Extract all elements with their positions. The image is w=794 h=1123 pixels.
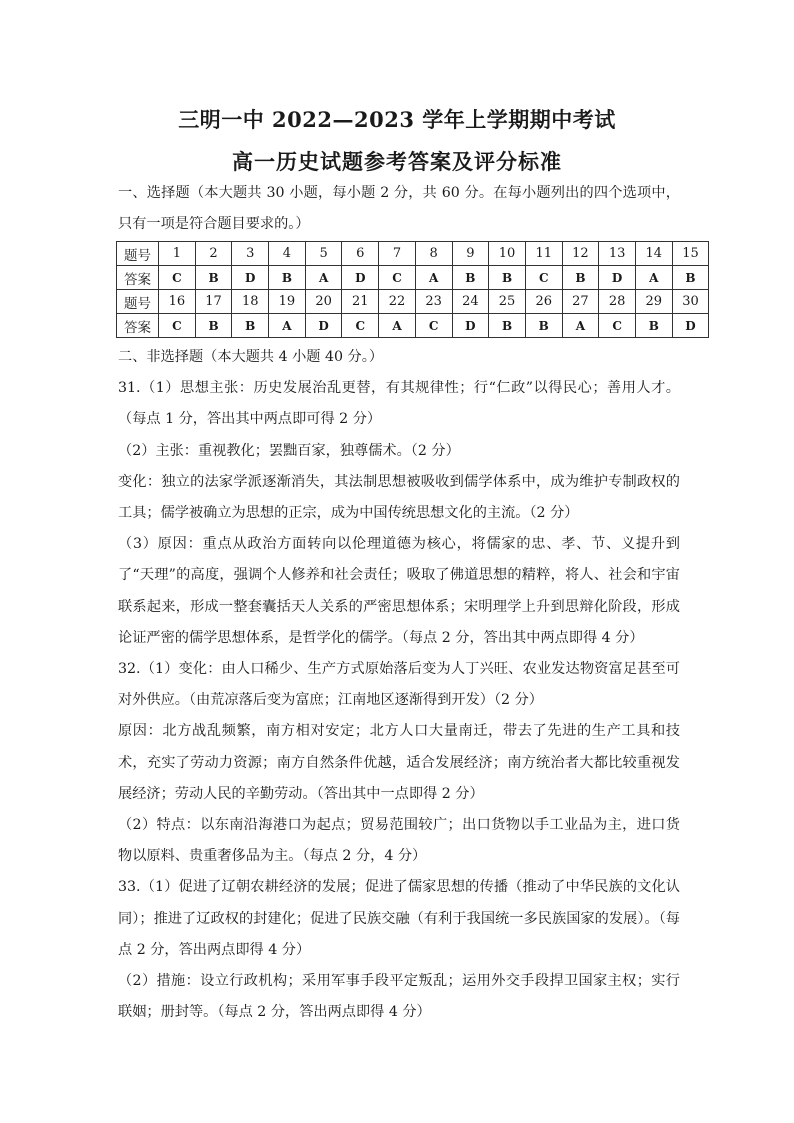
answer-paragraph: （2）主张：重视教化；罢黜百家，独尊儒术。（2 分） [118, 442, 460, 459]
question-number-cell: 24 [452, 290, 489, 314]
answer-cell: D [672, 314, 709, 338]
question-number-cell: 26 [525, 290, 562, 314]
question-number-cell: 16 [159, 290, 196, 314]
answer-paragraph: 变化：独立的法家学派逐渐消失，其法制思想被吸收到儒学体系中，成为维护专制政权的工具；儒学被确立为思想的正宗，成为中国传统思想文化的主流。（2 分） [118, 473, 680, 522]
question-number-cell: 22 [379, 290, 416, 314]
answer-cell: D [452, 314, 489, 338]
question-number-row-label: 题号 [117, 290, 159, 314]
answer-row-label: 答案 [117, 266, 159, 290]
answer-cell: C [525, 266, 562, 290]
answer-cell: D [599, 266, 636, 290]
section1-heading-text: 一、选择题（本大题共 30 小题，每小题 2 分，共 60 分。在每小题列出的四个选项中，只有一项是符合题目要求的。） [118, 185, 680, 233]
question-number-cell: 2 [195, 242, 232, 266]
answer-cell: C [379, 266, 416, 290]
answer-cell: D [232, 266, 269, 290]
answer-paragraph: 32.（1）变化：由人口稀少、生产方式原始落后变为人丁兴旺、农业发达物资富足甚至可对外供应。（由荒凉落后变为富庶；江南地区逐渐得到开发）（2 分） [118, 661, 680, 709]
answer-cell: B [672, 266, 709, 290]
question-number-row-label: 题号 [117, 242, 159, 266]
answer-cell: D [342, 266, 379, 290]
question-number-row [117, 290, 709, 314]
answer-row-label: 答案 [117, 314, 159, 338]
answer-cell: C [159, 314, 196, 338]
question-number-cell: 14 [635, 242, 672, 266]
question-number-cell: 20 [305, 290, 342, 314]
question-number-cell: 5 [305, 242, 342, 266]
answer-cell: A [379, 314, 416, 338]
answer-cell: D [305, 314, 342, 338]
page-subtitle: 高一历史试题参考答案及评分标准 [232, 149, 562, 174]
answer-paragraph: 原因：北方战乱频繁，南方相对安定；北方人口大量南迁，带去了先进的生产工具和技术，充实了劳动力资源；南方自然条件优越，适合发展经济；南方统治者大都比较重视发展经济；劳动人民的辛勤劳动。（答出其中一点即得 2 分） [118, 723, 680, 802]
page-title: 三明一中 2022—2023 学年上学期期中考试 [178, 107, 616, 132]
question-number-cell: 7 [379, 242, 416, 266]
answer-cell: A [415, 266, 452, 290]
answer-cell: A [562, 314, 599, 338]
section2 [118, 342, 680, 1028]
answer-cell: B [635, 314, 672, 338]
answer-cell: B [195, 314, 232, 338]
question-number-row [117, 242, 709, 266]
question-number-cell: 3 [232, 242, 269, 266]
question-number-cell: 13 [599, 242, 636, 266]
question-number-cell: 4 [269, 242, 306, 266]
question-number-cell: 11 [525, 242, 562, 266]
answer-paragraph: 31.（1）思想主张：历史发展治乱更替，有其规律性；行“仁政”以得民心；善用人才。（每点 1 分，答出其中两点即可得 2 分） [118, 380, 680, 428]
answer-cell: C [415, 314, 452, 338]
answer-paragraph: （3）原因：重点从政治方面转向以伦理道德为核心，将儒家的忠、孝、节、义提升到了“天理”的高度，强调个人修养和社会责任；吸取了佛道思想的精粹，将人、社会和宇宙联系起来，形成一整套囊括天人关系的严密思想体系；宋明理学上升到思辩化阶段，形成论证严密的儒学思想体系，是哲学化的儒学。（每点 2 分，答出其中两点即得 4 分） [118, 536, 680, 646]
question-number-cell: 30 [672, 290, 709, 314]
answer-cell: B [452, 266, 489, 290]
answer-cell: B [232, 314, 269, 338]
question-number-cell: 15 [672, 242, 709, 266]
answer-paragraph: 33.（1）促进了辽朝农耕经济的发展；促进了儒家思想的传播（推动了中华民族的文化认同）；推进了辽政权的封建化；促进了民族交融（有利于我国统一多民族国家的发展）。（每点 2 分，答出两点即得 4 分） [118, 879, 680, 958]
answer-cell: A [269, 314, 306, 338]
answer-cell: B [195, 266, 232, 290]
answer-cell: B [525, 314, 562, 338]
question-number-cell: 19 [269, 290, 306, 314]
answer-cell: B [269, 266, 306, 290]
question-number-cell: 21 [342, 290, 379, 314]
answer-paragraph: （2）措施：设立行政机构；采用军事手段平定叛乱；运用外交手段捍卫国家主权；实行联姻；册封等。（每点 2 分，答出两点即得 4 分） [118, 973, 680, 1021]
question-number-cell: 17 [195, 290, 232, 314]
section1-heading [118, 178, 680, 240]
answer-cell: B [489, 314, 526, 338]
question-number-cell: 25 [489, 290, 526, 314]
answer-cell: A [635, 266, 672, 290]
section2-heading: 二、非选择题（本大题共 4 小题 40 分。） [118, 349, 384, 365]
answer-cell: C [599, 314, 636, 338]
question-number-cell: 12 [562, 242, 599, 266]
question-number-cell: 28 [599, 290, 636, 314]
question-number-cell: 23 [415, 290, 452, 314]
answer-cell: A [305, 266, 342, 290]
answer-cell: B [562, 266, 599, 290]
question-number-cell: 1 [159, 242, 196, 266]
answer-row [117, 266, 709, 290]
answer-paragraph: （2）特点：以东南沿海港口为起点；贸易范围较广；出口货物以手工业品为主，进口货物以原料、贵重奢侈品为主。（每点 2 分，4 分） [118, 817, 680, 865]
answer-cell: C [159, 266, 196, 290]
question-number-cell: 10 [489, 242, 526, 266]
answer-row [117, 314, 709, 338]
question-number-cell: 18 [232, 290, 269, 314]
question-number-cell: 8 [415, 242, 452, 266]
question-number-cell: 6 [342, 242, 379, 266]
question-number-cell: 27 [562, 290, 599, 314]
answer-cell: B [489, 266, 526, 290]
question-number-cell: 9 [452, 242, 489, 266]
answer-table [116, 241, 709, 338]
answer-cell: C [342, 314, 379, 338]
question-number-cell: 29 [635, 290, 672, 314]
